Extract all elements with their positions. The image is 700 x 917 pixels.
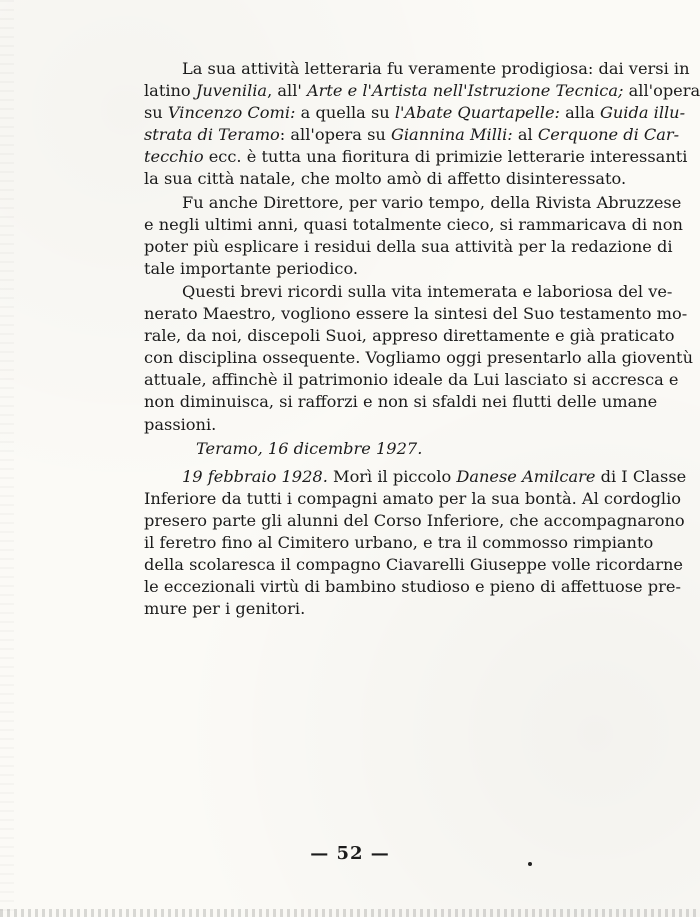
date-line: Teramo, 16 dicembre 1927. (196, 438, 423, 458)
text-line: tecchio ecc. è tutta una fioritura di primizie letterarie interessanti (144, 147, 688, 167)
text-line: il feretro fino al Cimitero urbano, e tra il commosso rimpianto (144, 532, 654, 552)
text-line: con disciplina ossequente. Vogliamo oggi presentarlo alla gioventù (144, 348, 693, 368)
text-line: strata di Teramo: all'opera su Giannina Milli: al Cerquone di Car- (144, 125, 680, 145)
scan-edge-left (0, 0, 14, 917)
text-line: Fu anche Direttore, per vario tempo, della Rivista Abruzzese (182, 192, 682, 212)
text-line: poter più esplicare i residui della sua attività per la redazione di (144, 236, 673, 256)
text-line: nerato Maestro, vogliono essere la sintesi del Suo testamento mo- (144, 304, 688, 324)
text-line: le eccezionali virtù di bambino studioso e pieno di affettuose pre- (144, 577, 681, 597)
body-text (144, 58, 700, 621)
paragraph-direttore (144, 192, 683, 280)
scan-edge-bottom (0, 909, 700, 917)
text-line: e negli ultimi anni, quasi totalmente cieco, si rammaricava di non (144, 214, 683, 234)
text-line: non diminuisca, si rafforzi e non si sfaldi nei flutti delle umane (144, 392, 658, 412)
text-line: Inferiore da tutti i compagni amato per la sua bontà. Al cordoglio (144, 488, 682, 508)
text-line: 19 febbraio 1928. Morì il piccolo Danese Amilcare di I Classe (182, 466, 687, 486)
text-line: la sua città natale, che molto amò di affetto disinteressato. (144, 169, 627, 189)
text-line: tale importante periodico. (144, 258, 359, 278)
text-line: rale, da noi, discepoli Suoi, appreso direttamente e già praticato (144, 326, 675, 346)
text-line: latino Juvenilia, all' Arte e l'Artista nell'Istruzione Tecnica; all'opera (144, 81, 700, 101)
paragraph-obituary (144, 466, 687, 621)
paragraph-literary-activity (144, 58, 700, 191)
ink-speck (528, 862, 532, 866)
text-line: Questi brevi ricordi sulla vita intemerata e laboriosa del ve- (182, 281, 673, 301)
text-line: mure per i genitori. (144, 599, 306, 619)
text-line: presero parte gli alunni del Corso Inferiore, che accompagnarono (144, 510, 685, 530)
text-line: della scolaresca il compagno Ciavarelli Giuseppe volle ricordarne (144, 555, 683, 575)
text-line: passioni. (144, 414, 217, 434)
page-number: — 52 — (310, 843, 390, 864)
text-line: su Vincenzo Comi: a quella su l'Abate Quartapelle: alla Guida illu- (144, 103, 686, 123)
paragraph-ricordi (144, 281, 693, 436)
text-line: La sua attività letteraria fu veramente prodigiosa: dai versi in (182, 59, 690, 78)
text-line: attuale, affinchè il patrimonio ideale da Lui lasciato si accresca e (144, 370, 679, 390)
